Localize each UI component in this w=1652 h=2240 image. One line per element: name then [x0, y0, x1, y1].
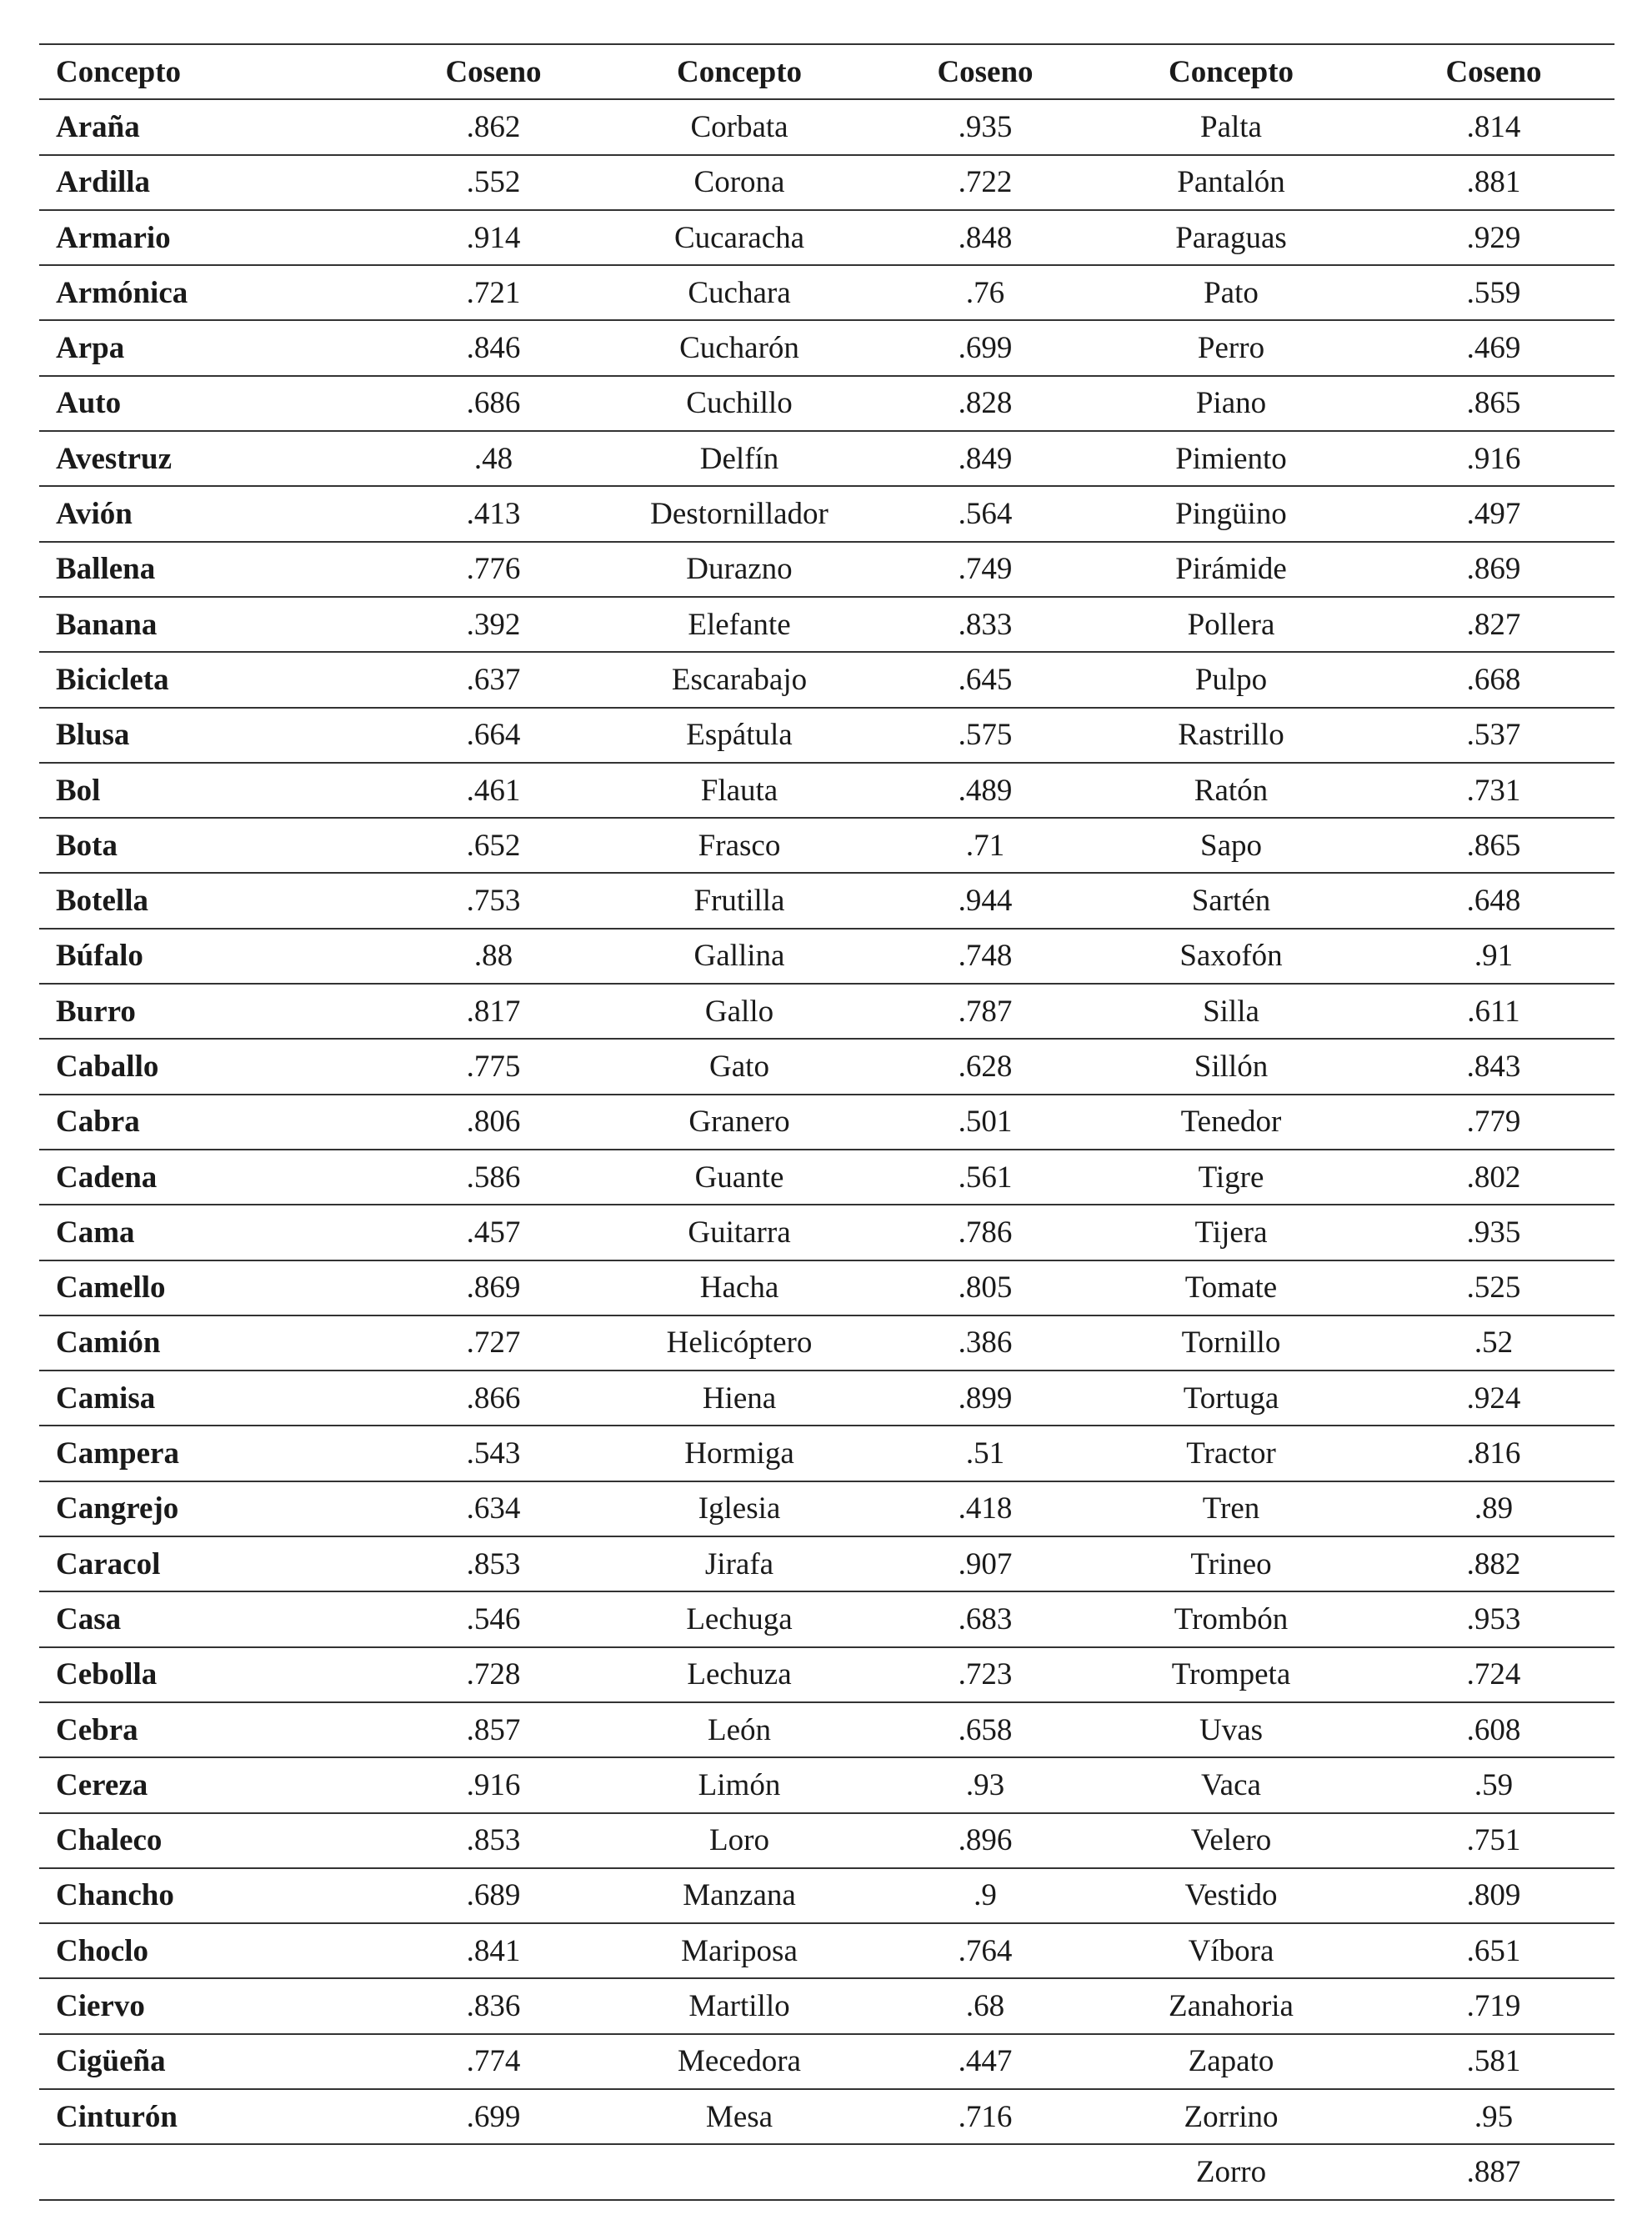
cell-concepto-1: Cigüeña: [56, 2044, 166, 2079]
table-row: [39, 1923, 1614, 1978]
cell-concepto-3: Tortuga: [1183, 1381, 1279, 1416]
table-row: [39, 320, 1614, 375]
cell-coseno-2: .849: [958, 441, 1013, 476]
cell-concepto-2: Corbata: [690, 109, 788, 144]
cell-coseno-2: .944: [958, 884, 1013, 919]
cell-concepto-1: Ballena: [56, 552, 156, 587]
cell-coseno-3: .816: [1466, 1436, 1521, 1471]
cell-concepto-2: Jirafa: [704, 1546, 774, 1581]
cell-concepto-1: Caballo: [56, 1049, 159, 1084]
cell-coseno-3: .809: [1466, 1878, 1521, 1913]
cell-coseno-2: .786: [958, 1215, 1013, 1250]
cell-concepto-2: Lechuga: [686, 1601, 793, 1636]
cell-concepto-1: Avión: [56, 497, 133, 532]
table-row: [39, 2144, 1614, 2199]
cell-coseno-3: .608: [1466, 1712, 1521, 1747]
cell-concepto-2: Martillo: [688, 1989, 790, 2024]
cell-concepto-3: Pingüino: [1175, 497, 1287, 532]
cell-coseno-1: .914: [466, 220, 521, 255]
cell-coseno-1: .753: [466, 884, 521, 919]
cell-concepto-2: Iglesia: [698, 1491, 781, 1526]
cell-coseno-1: .48: [473, 441, 513, 476]
cell-concepto-3: Silla: [1203, 994, 1259, 1029]
cell-coseno-2: .899: [958, 1381, 1013, 1416]
cell-coseno-3: .929: [1466, 220, 1521, 255]
cell-concepto-1: Araña: [56, 109, 140, 144]
cell-coseno-1: .664: [466, 718, 521, 753]
cell-coseno-2: .828: [958, 386, 1013, 421]
table-row: [39, 984, 1614, 1039]
table-row: [39, 1813, 1614, 1868]
cell-concepto-1: Cereza: [56, 1767, 148, 1802]
cell-coseno-2: .564: [958, 497, 1013, 532]
cell-coseno-3: .611: [1467, 994, 1520, 1029]
table-body: [39, 99, 1614, 2199]
table-row: [39, 1095, 1614, 1150]
cell-concepto-1: Camisa: [56, 1381, 156, 1416]
cell-coseno-3: .59: [1474, 1767, 1514, 1802]
table-row: [39, 929, 1614, 984]
table-row: [39, 1260, 1614, 1315]
cell-concepto-1: Búfalo: [56, 939, 143, 974]
cell-concepto-3: Zorro: [1195, 2154, 1267, 2189]
cell-coseno-3: .581: [1466, 2044, 1521, 2079]
cell-coseno-3: .497: [1466, 497, 1521, 532]
cell-concepto-1: Arpa: [56, 331, 125, 366]
table-row: [39, 1205, 1614, 1260]
table-row: [39, 1978, 1614, 2033]
cell-concepto-1: Cadena: [56, 1160, 158, 1195]
cell-coseno-2: .935: [958, 109, 1013, 144]
cell-coseno-1: .552: [466, 165, 521, 200]
table-row: [39, 1315, 1614, 1371]
cell-coseno-1: .652: [466, 828, 521, 863]
cell-concepto-3: Víbora: [1188, 1933, 1274, 1968]
cell-coseno-1: .866: [466, 1381, 521, 1416]
cell-coseno-2: .658: [958, 1712, 1013, 1747]
cell-concepto-1: Casa: [56, 1601, 122, 1636]
cell-concepto-1: Botella: [56, 884, 148, 919]
header-coseno-3: Coseno: [1445, 54, 1542, 89]
cell-concepto-3: Sapo: [1200, 828, 1262, 863]
cell-coseno-3: .668: [1466, 662, 1521, 697]
cell-coseno-2: .575: [958, 718, 1013, 753]
cell-coseno-1: .689: [466, 1878, 521, 1913]
cell-coseno-2: .501: [958, 1105, 1013, 1140]
cell-concepto-2: Gallina: [693, 939, 785, 974]
cell-concepto-3: Trineo: [1190, 1546, 1272, 1581]
cell-coseno-3: .537: [1466, 718, 1521, 753]
header-concepto-1: Concepto: [56, 54, 182, 89]
cell-concepto-1: Auto: [56, 386, 122, 421]
cell-coseno-2: .447: [958, 2044, 1013, 2079]
cell-coseno-2: .716: [958, 2099, 1013, 2134]
cell-concepto-2: Manzana: [683, 1878, 796, 1913]
cell-coseno-3: .814: [1466, 109, 1521, 144]
cell-coseno-3: .95: [1474, 2099, 1514, 2134]
cell-concepto-1: Blusa: [56, 718, 130, 753]
header-concepto-2: Concepto: [676, 54, 803, 89]
cell-concepto-3: Trompeta: [1171, 1657, 1291, 1692]
cell-coseno-1: .637: [466, 662, 521, 697]
cell-concepto-3: Rastrillo: [1178, 718, 1284, 753]
table-row: [39, 873, 1614, 928]
cell-coseno-3: .887: [1466, 2154, 1521, 2189]
table-row: [39, 708, 1614, 763]
cell-coseno-1: .686: [466, 386, 521, 421]
table-row: [39, 763, 1614, 818]
cell-concepto-1: Chancho: [56, 1878, 174, 1913]
cell-concepto-2: Mesa: [705, 2099, 773, 2134]
table-row: [39, 1039, 1614, 1094]
cell-coseno-1: [389, 2144, 598, 2199]
cell-coseno-1: .699: [466, 2099, 521, 2134]
cell-concepto-3: Palta: [1200, 109, 1262, 144]
cell-concepto-3: Tigre: [1198, 1160, 1264, 1195]
cell-coseno-1: .841: [466, 1933, 521, 1968]
table-row: [39, 1481, 1614, 1536]
cell-concepto-1: Cangrejo: [56, 1491, 179, 1526]
cell-coseno-1: .869: [466, 1270, 521, 1305]
cell-concepto-3: Saxofón: [1179, 939, 1283, 974]
cell-concepto-3: Vestido: [1184, 1878, 1278, 1913]
cell-coseno-3: .827: [1466, 607, 1521, 642]
cell-coseno-3: .865: [1466, 386, 1521, 421]
cell-concepto-2: Durazno: [686, 552, 793, 587]
cell-concepto-2: Frasco: [698, 828, 781, 863]
cell-coseno-3: .916: [1466, 441, 1521, 476]
table-row: [39, 486, 1614, 541]
cell-concepto-3: Trombón: [1174, 1601, 1289, 1636]
cell-concepto-2: Helicóptero: [666, 1325, 813, 1361]
cell-concepto-1: Camello: [56, 1270, 166, 1305]
table-header: [39, 44, 1614, 99]
cell-coseno-2: .489: [958, 773, 1013, 808]
cell-coseno-2: .833: [958, 607, 1013, 642]
header-row: [39, 44, 1614, 99]
cell-coseno-2: .699: [958, 331, 1013, 366]
cell-coseno-2: .749: [958, 552, 1013, 587]
cell-coseno-3: .779: [1466, 1105, 1521, 1140]
cell-coseno-1: .862: [466, 109, 521, 144]
table-row: [39, 542, 1614, 597]
cell-coseno-2: .896: [958, 1823, 1013, 1858]
cell-concepto-1: Banana: [56, 607, 158, 642]
cell-coseno-3: .843: [1466, 1049, 1521, 1084]
cell-concepto-1: Campera: [56, 1436, 179, 1471]
header-coseno-2: Coseno: [937, 54, 1034, 89]
cell-coseno-2: .645: [958, 662, 1013, 697]
cell-coseno-3: .935: [1466, 1215, 1521, 1250]
cell-concepto-2: Flauta: [700, 773, 778, 808]
cell-concepto-2: Destornillador: [650, 497, 829, 532]
cell-concepto-1: Ardilla: [56, 165, 151, 200]
cell-concepto-2: Delfín: [699, 441, 779, 476]
cell-concepto-2: Escarabajo: [671, 662, 808, 697]
table-row: [39, 376, 1614, 431]
cell-concepto-1: Avestruz: [56, 441, 173, 476]
cell-concepto-2: Guitarra: [688, 1215, 791, 1250]
cell-concepto-3: Uvas: [1199, 1712, 1264, 1747]
cell-concepto-3: Zanahoria: [1169, 1989, 1294, 2024]
table-row: [39, 155, 1614, 210]
table-row: [39, 265, 1614, 320]
cell-concepto-1: Armario: [56, 220, 171, 255]
cell-coseno-2: .683: [958, 1601, 1013, 1636]
cell-concepto-1: Bol: [56, 773, 101, 808]
cell-concepto-3: Pollera: [1187, 607, 1275, 642]
cell-concepto-1: Bota: [56, 828, 118, 863]
cell-coseno-3: .525: [1466, 1270, 1521, 1305]
cell-coseno-3: .469: [1466, 331, 1521, 366]
cell-concepto-2: Frutilla: [693, 884, 785, 919]
cell-coseno-3: .881: [1466, 165, 1521, 200]
cell-coseno-1: .853: [466, 1823, 521, 1858]
cell-concepto-1: Cama: [56, 1215, 135, 1250]
cell-concepto-2: Mariposa: [681, 1933, 798, 1968]
cell-concepto-3: Vaca: [1201, 1767, 1261, 1802]
cell-concepto-1: Caracol: [56, 1546, 161, 1581]
cell-coseno-3: .882: [1466, 1546, 1521, 1581]
cell-coseno-1: .88: [473, 939, 513, 974]
cell-concepto-1: Ciervo: [56, 1989, 145, 2024]
cell-concepto-1: Choclo: [56, 1933, 148, 1968]
cell-coseno-1: .457: [466, 1215, 521, 1250]
cell-concepto-3: Zorrino: [1184, 2099, 1279, 2134]
table-row: [39, 818, 1614, 873]
cell-concepto-3: Tenedor: [1180, 1105, 1282, 1140]
cell-concepto-3: Pulpo: [1194, 662, 1268, 697]
cell-concepto-1: Camión: [56, 1325, 161, 1361]
cell-coseno-3: .648: [1466, 884, 1521, 919]
cell-coseno-3: .953: [1466, 1601, 1521, 1636]
table-row: [39, 1591, 1614, 1646]
cell-coseno-2: .386: [958, 1325, 1013, 1361]
cell-coseno-2: .907: [958, 1546, 1013, 1581]
cell-concepto-1: Cabra: [56, 1105, 140, 1140]
cell-concepto-3: Pirámide: [1175, 552, 1287, 587]
cell-concepto-2: [598, 2144, 881, 2199]
cell-concepto-3: Pato: [1204, 275, 1259, 310]
cell-coseno-2: .628: [958, 1049, 1013, 1084]
cell-coseno-2: .71: [965, 828, 1005, 863]
cell-concepto-2: Elefante: [688, 607, 791, 642]
cell-concepto-2: Cucaracha: [673, 220, 805, 255]
cell-concepto-2: Gato: [709, 1049, 769, 1084]
cell-coseno-2: .561: [958, 1160, 1013, 1195]
cell-coseno-1: .776: [466, 552, 521, 587]
cell-concepto-3: Tomate: [1184, 1270, 1278, 1305]
concept-cosine-table: [39, 43, 1614, 2201]
cell-concepto-1: Cebolla: [56, 1657, 158, 1692]
cell-coseno-2: .418: [958, 1491, 1013, 1526]
cell-coseno-1: .774: [466, 2044, 521, 2079]
table-row: [39, 2034, 1614, 2089]
cell-coseno-2: .787: [958, 994, 1013, 1029]
cell-concepto-2: Gallo: [704, 994, 774, 1029]
cell-coseno-1: .413: [466, 497, 521, 532]
cell-coseno-1: .916: [466, 1767, 521, 1802]
cell-coseno-1: .586: [466, 1160, 521, 1195]
table-row: [39, 210, 1614, 265]
cell-coseno-1: .727: [466, 1325, 521, 1361]
cell-concepto-2: León: [707, 1712, 772, 1747]
cell-concepto-3: Zapato: [1188, 2044, 1274, 2079]
cell-concepto-3: Pimiento: [1175, 441, 1287, 476]
header-concepto-3: Concepto: [1168, 54, 1294, 89]
cell-concepto-3: Tornillo: [1181, 1325, 1281, 1361]
cell-concepto-3: Pantalón: [1177, 165, 1285, 200]
cell-coseno-1: .392: [466, 607, 521, 642]
cell-coseno-1: .546: [466, 1601, 521, 1636]
cell-coseno-1: .817: [466, 994, 521, 1029]
table-row: [39, 1426, 1614, 1481]
cell-coseno-3: .719: [1466, 1989, 1521, 2024]
table-row: [39, 1647, 1614, 1702]
cell-concepto-2: Hacha: [699, 1270, 779, 1305]
cell-coseno-3: .52: [1474, 1325, 1514, 1361]
cell-concepto-2: Granero: [688, 1105, 790, 1140]
cell-concepto-2: Hiena: [702, 1381, 777, 1416]
cell-coseno-2: .848: [958, 220, 1013, 255]
table-row: [39, 1150, 1614, 1205]
table-row: [39, 597, 1614, 652]
cell-concepto-2: Limón: [698, 1767, 781, 1802]
cell-concepto-2: Hormiga: [684, 1436, 794, 1471]
cell-concepto-3: Tren: [1202, 1491, 1260, 1526]
cell-concepto-1: Bicicleta: [56, 662, 169, 697]
cell-concepto-3: Sillón: [1194, 1049, 1269, 1084]
cell-concepto-2: Cuchillo: [686, 386, 793, 421]
cell-coseno-2: .722: [958, 165, 1013, 200]
cell-coseno-3: .651: [1466, 1933, 1521, 1968]
cell-coseno-3: .751: [1466, 1823, 1521, 1858]
cell-concepto-3: Sartén: [1191, 884, 1271, 919]
cell-concepto-1: Cebra: [56, 1712, 138, 1747]
cell-coseno-1: .846: [466, 331, 521, 366]
cell-coseno-2: .805: [958, 1270, 1013, 1305]
cell-concepto-3: Tractor: [1186, 1436, 1276, 1471]
cell-coseno-3: .89: [1474, 1491, 1514, 1526]
cell-coseno-3: .869: [1466, 552, 1521, 587]
cell-coseno-2: .76: [965, 275, 1005, 310]
cell-concepto-2: Loro: [709, 1823, 769, 1858]
cell-concepto-3: Ratón: [1194, 773, 1269, 808]
cell-coseno-3: .724: [1466, 1657, 1521, 1692]
cell-coseno-2: .748: [958, 939, 1013, 974]
cell-coseno-3: .559: [1466, 275, 1521, 310]
cell-concepto-2: Espátula: [686, 718, 793, 753]
cell-concepto-3: Tijera: [1194, 1215, 1268, 1250]
cell-concepto-1: Chaleco: [56, 1823, 163, 1858]
cell-coseno-1: .806: [466, 1105, 521, 1140]
cell-concepto-1: Cinturón: [56, 2099, 178, 2134]
cell-coseno-2: [881, 2144, 1089, 2199]
cell-coseno-1: .721: [466, 275, 521, 310]
cell-concepto-1: Burro: [56, 994, 136, 1029]
cell-coseno-1: .775: [466, 1049, 521, 1084]
cell-coseno-2: .9: [974, 1878, 997, 1913]
cell-coseno-2: .68: [965, 1989, 1005, 2024]
table-row: [39, 1371, 1614, 1426]
cell-coseno-1: .836: [466, 1989, 521, 2024]
cell-coseno-2: .723: [958, 1657, 1013, 1692]
cell-coseno-3: .924: [1466, 1381, 1521, 1416]
concept-cosine-table-container: [39, 43, 1614, 2201]
table-row: [39, 1868, 1614, 1923]
cell-coseno-3: .802: [1466, 1160, 1521, 1195]
cell-coseno-1: .857: [466, 1712, 521, 1747]
cell-coseno-1: .853: [466, 1546, 521, 1581]
cell-concepto-3: Perro: [1197, 331, 1265, 366]
header-coseno-1: Coseno: [445, 54, 542, 89]
cell-coseno-2: .93: [965, 1767, 1005, 1802]
cell-coseno-3: .91: [1474, 939, 1514, 974]
table-row: [39, 99, 1614, 154]
table-row: [39, 431, 1614, 486]
cell-coseno-1: .461: [466, 773, 521, 808]
cell-concepto-2: Guante: [694, 1160, 784, 1195]
cell-concepto-2: Cucharón: [679, 331, 799, 366]
cell-coseno-1: .543: [466, 1436, 521, 1471]
cell-concepto-3: Piano: [1195, 386, 1267, 421]
cell-concepto-2: Mecedora: [678, 2044, 801, 2079]
table-row: [39, 1757, 1614, 1812]
cell-concepto-2: Cuchara: [688, 275, 791, 310]
cell-coseno-1: .634: [466, 1491, 521, 1526]
cell-concepto-3: Velero: [1190, 1823, 1272, 1858]
cell-concepto-1: Armónica: [56, 275, 188, 310]
table-row: [39, 1536, 1614, 1591]
table-row: [39, 652, 1614, 707]
cell-concepto-2: Corona: [693, 165, 785, 200]
table-row: [39, 1702, 1614, 1757]
cell-coseno-3: .865: [1466, 828, 1521, 863]
cell-coseno-1: .728: [466, 1657, 521, 1692]
cell-concepto-1: [39, 2144, 389, 2199]
cell-coseno-2: .764: [958, 1933, 1013, 1968]
cell-coseno-3: .731: [1466, 773, 1521, 808]
cell-concepto-3: Paraguas: [1175, 220, 1287, 255]
table-row: [39, 2089, 1614, 2144]
cell-concepto-2: Lechuza: [687, 1657, 792, 1692]
cell-coseno-2: .51: [965, 1436, 1005, 1471]
